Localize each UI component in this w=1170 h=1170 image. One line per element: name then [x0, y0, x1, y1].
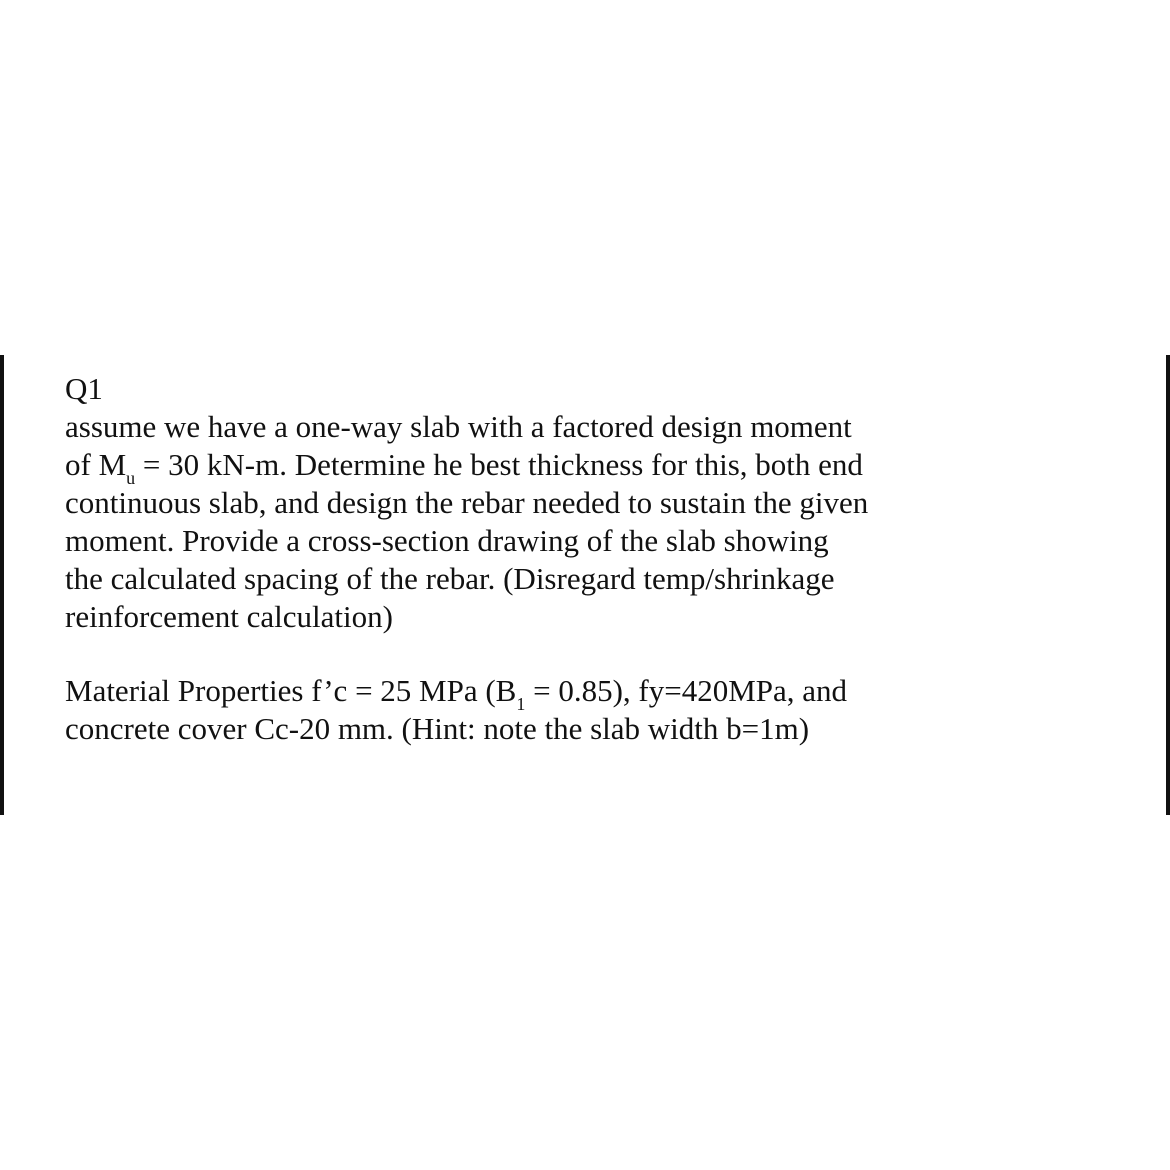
- body-line-4: moment. Provide a cross-section drawing of the slab showing: [65, 523, 829, 558]
- page-right-edge: [1166, 355, 1170, 815]
- moment-value-text: = 30 kN-m. Determine he best thickness for this, both end: [135, 447, 863, 482]
- material-line-2: concrete cover Cc-20 mm. (Hint: note the slab width b=1m): [65, 711, 810, 746]
- question-block: [65, 370, 1125, 748]
- moment-symbol: of M: [65, 447, 127, 482]
- body-line-6: reinforcement calculation): [65, 599, 393, 634]
- body-line-3: continuous slab, and design the rebar needed to sustain the given: [65, 485, 869, 520]
- material-text-end: = 0.85), fy=420MPa, and: [525, 673, 848, 708]
- page-left-edge: [0, 355, 4, 815]
- paragraph-gap: [65, 636, 1125, 672]
- document-page: [0, 355, 1170, 815]
- body-line-2: [65, 446, 1125, 488]
- material-text-start: Material Properties f’c = 25 MPa (B: [65, 673, 517, 708]
- question-body: [65, 408, 1125, 636]
- body-line-1: assume we have a one-way slab with a factored design moment: [65, 409, 852, 444]
- body-line-5: the calculated spacing of the rebar. (Disregard temp/shrinkage: [65, 561, 835, 596]
- beta-subscript: 1: [516, 694, 526, 714]
- question-label: Q1: [65, 371, 103, 406]
- moment-subscript: u: [126, 468, 136, 488]
- material-properties: [65, 672, 1125, 748]
- material-line-1: [65, 672, 1125, 714]
